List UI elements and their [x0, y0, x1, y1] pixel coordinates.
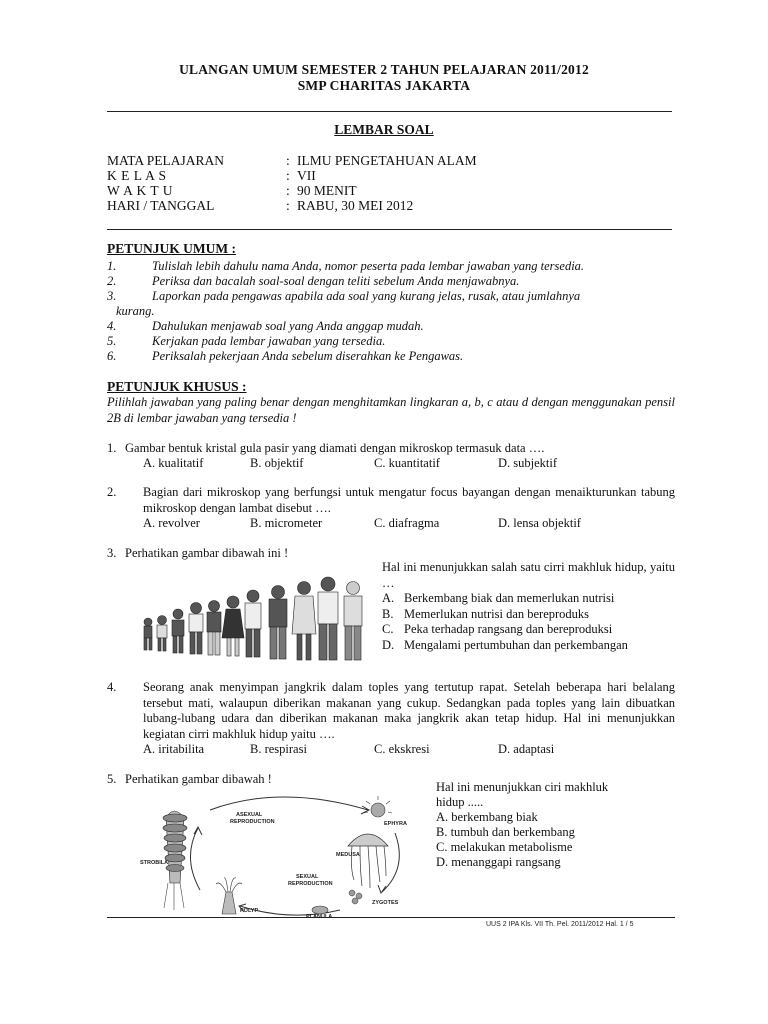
question-number: 5. — [107, 772, 117, 786]
instruction-number: 4. — [107, 319, 117, 333]
question-1-text: Gambar bentuk kristal gula pasir yang diamati dengan mikroskop termasuk data …. — [125, 441, 545, 455]
info-divider — [107, 229, 672, 230]
question-1-option-b: B. objektif — [250, 456, 304, 470]
instruction-item-continued: kurang. — [116, 304, 155, 318]
info-value-class: VII — [297, 168, 316, 183]
instruction-number: 3. — [107, 289, 117, 303]
question-5-option-a: A. berkembang biak — [436, 810, 538, 824]
general-instructions-heading: PETUNJUK UMUM : — [107, 241, 236, 256]
question-number: 2. — [107, 485, 117, 499]
question-3-option-c: C. Peka terhadap rangsang dan bereproduksi — [382, 622, 613, 636]
info-colon: : — [286, 168, 290, 183]
question-number: 3. — [107, 546, 117, 560]
info-label-time: W A K T U — [107, 183, 174, 198]
question-4-option-a: A. iritabilita — [143, 742, 205, 756]
instruction-item: Dahulukan menjawab soal yang Anda anggap mudah. — [152, 319, 424, 333]
instruction-item: Periksalah pekerjaan Anda sebelum diserahkan ke Pengawas. — [152, 349, 464, 363]
diagram-label-sexual: SEXUAL — [296, 874, 319, 880]
question-3-side-text: Hal ini menunjukkan salah satu cirri makhluk hidup, yaitu … — [382, 560, 675, 590]
footer-divider — [107, 917, 675, 918]
header-divider — [107, 111, 672, 112]
question-2-option-b: B. micrometer — [250, 516, 323, 530]
info-label-class: K E L A S — [107, 168, 167, 183]
special-instructions-text: Pilihlah jawaban yang paling benar dengan menghitamkan lingkaran a, b, c atau d dengan menggunakan pensil 2B di lembar jawaban yang tersedia ! — [107, 395, 675, 425]
question-1-option-c: C. kuantitatif — [374, 456, 440, 470]
question-5-side-text-2: hidup ..... — [436, 795, 484, 809]
diagram-label-zygotes: ZYGOTES — [372, 900, 399, 906]
question-2-text: Bagian dari mikroskop yang berfungsi untuk mengatur focus bayangan dengan menaikturunkan tabung mikroskop dengan lambat disebut …. — [143, 485, 675, 515]
exam-title-line1: ULANGAN UMUM SEMESTER 2 TAHUN PELAJARAN 2011/2012 — [179, 62, 589, 77]
info-value-subject: ILMU PENGETAHUAN ALAM — [297, 153, 477, 168]
jellyfish-life-cycle-diagram — [140, 788, 425, 918]
info-value-time: 90 MENIT — [297, 183, 357, 198]
info-label-date: HARI / TANGGAL — [107, 198, 215, 213]
question-4-option-b: B. respirasi — [250, 742, 307, 756]
school-name: SMP CHARITAS JAKARTA — [297, 78, 471, 93]
diagram-label-sexual-reproduction: REPRODUCTION — [288, 881, 333, 887]
question-3-options — [382, 591, 628, 653]
diagram-label-medusa: MEDUSA — [336, 852, 360, 858]
info-colon: : — [286, 183, 290, 198]
question-number: 1. — [107, 441, 117, 455]
info-label-subject: MATA PELAJARAN — [107, 153, 225, 168]
question-1-option-d: D. subjektif — [498, 456, 558, 470]
instruction-number: 2. — [107, 274, 117, 288]
question-5-side-text-1: Hal ini menunjukkan ciri makhluk — [436, 780, 609, 794]
question-number: 4. — [107, 680, 117, 694]
question-2-option-c: C. diafragma — [374, 516, 440, 530]
instruction-item: Kerjakan pada lembar jawaban yang tersedia. — [152, 334, 386, 348]
question-5-text: Perhatikan gambar dibawah ! — [125, 772, 272, 786]
question-4-option-c: C. ekskresi — [374, 742, 430, 756]
instruction-number: 5. — [107, 334, 117, 348]
question-5-option-c: C. melakukan metabolisme — [436, 840, 573, 854]
instruction-number: 1. — [107, 259, 117, 273]
question-3-option-b: B. Memerlukan nutrisi dan bereproduks — [382, 606, 590, 621]
question-2-option-a: A. revolver — [143, 516, 200, 530]
instruction-item: Periksa dan bacalah soal-soal dengan teliti sebelum Anda menjawabnya. — [152, 274, 520, 288]
question-4-option-d: D. adaptasi — [498, 742, 555, 756]
question-5-option-d: D. menanggapi rangsang — [436, 855, 561, 869]
diagram-label-planula: PLANULA — [306, 914, 333, 918]
info-value-date: RABU, 30 MEI 2012 — [297, 198, 414, 213]
question-3-text: Perhatikan gambar dibawah ini ! — [125, 546, 289, 560]
family-growth-illustration — [138, 576, 368, 668]
diagram-label-polyp: POLYP — [240, 908, 259, 914]
diagram-label-ephyra: EPHYRA — [384, 821, 407, 827]
info-colon: : — [286, 198, 290, 213]
info-colon: : — [286, 153, 290, 168]
question-1-option-a: A. kualitatif — [143, 456, 204, 470]
diagram-label-strobila: STROBILA — [140, 860, 169, 866]
sheet-title: LEMBAR SOAL — [334, 122, 434, 137]
instruction-item: Tulislah lebih dahulu nama Anda, nomor peserta pada lembar jawaban yang tersedia. — [152, 259, 585, 273]
special-instructions-heading: PETUNJUK KHUSUS : — [107, 379, 247, 394]
question-4-text: Seorang anak menyimpan jangkrik dalam toples yang tertutup rapat. Setelah beberapa hari belalang tersebut mati, walaupun diberikan makanan yang cukup. Sedangkan pada toples yang lain dibuatkan lubang-lubang udara dan diberikan makanan maka jangkrik akan tetap hidup. Hal ini menunjukkan kegiatan cirri makhluk hidup yaitu …. — [143, 680, 675, 741]
page-footer: UUS 2 IPA Kls. VII Th. Pel. 2011/2012 Hal. 1 / 5 — [486, 921, 634, 928]
instruction-item: Laporkan pada pengawas apabila ada soal yang kurang jelas, rusak, atau jumlahnya — [152, 289, 581, 303]
instruction-number: 6. — [107, 349, 117, 363]
question-3-option-a: A. Berkembang biak dan memerlukan nutrisi — [382, 591, 615, 605]
diagram-label-asexual-reproduction: REPRODUCTION — [230, 819, 275, 825]
question-5-option-b: B. tumbuh dan berkembang — [436, 825, 575, 839]
question-3-option-d: D. Mengalami pertumbuhan dan perkembangan — [382, 637, 628, 652]
question-2-option-d: D. lensa objektif — [498, 516, 581, 530]
diagram-label-asexual: ASEXUAL — [236, 812, 263, 818]
